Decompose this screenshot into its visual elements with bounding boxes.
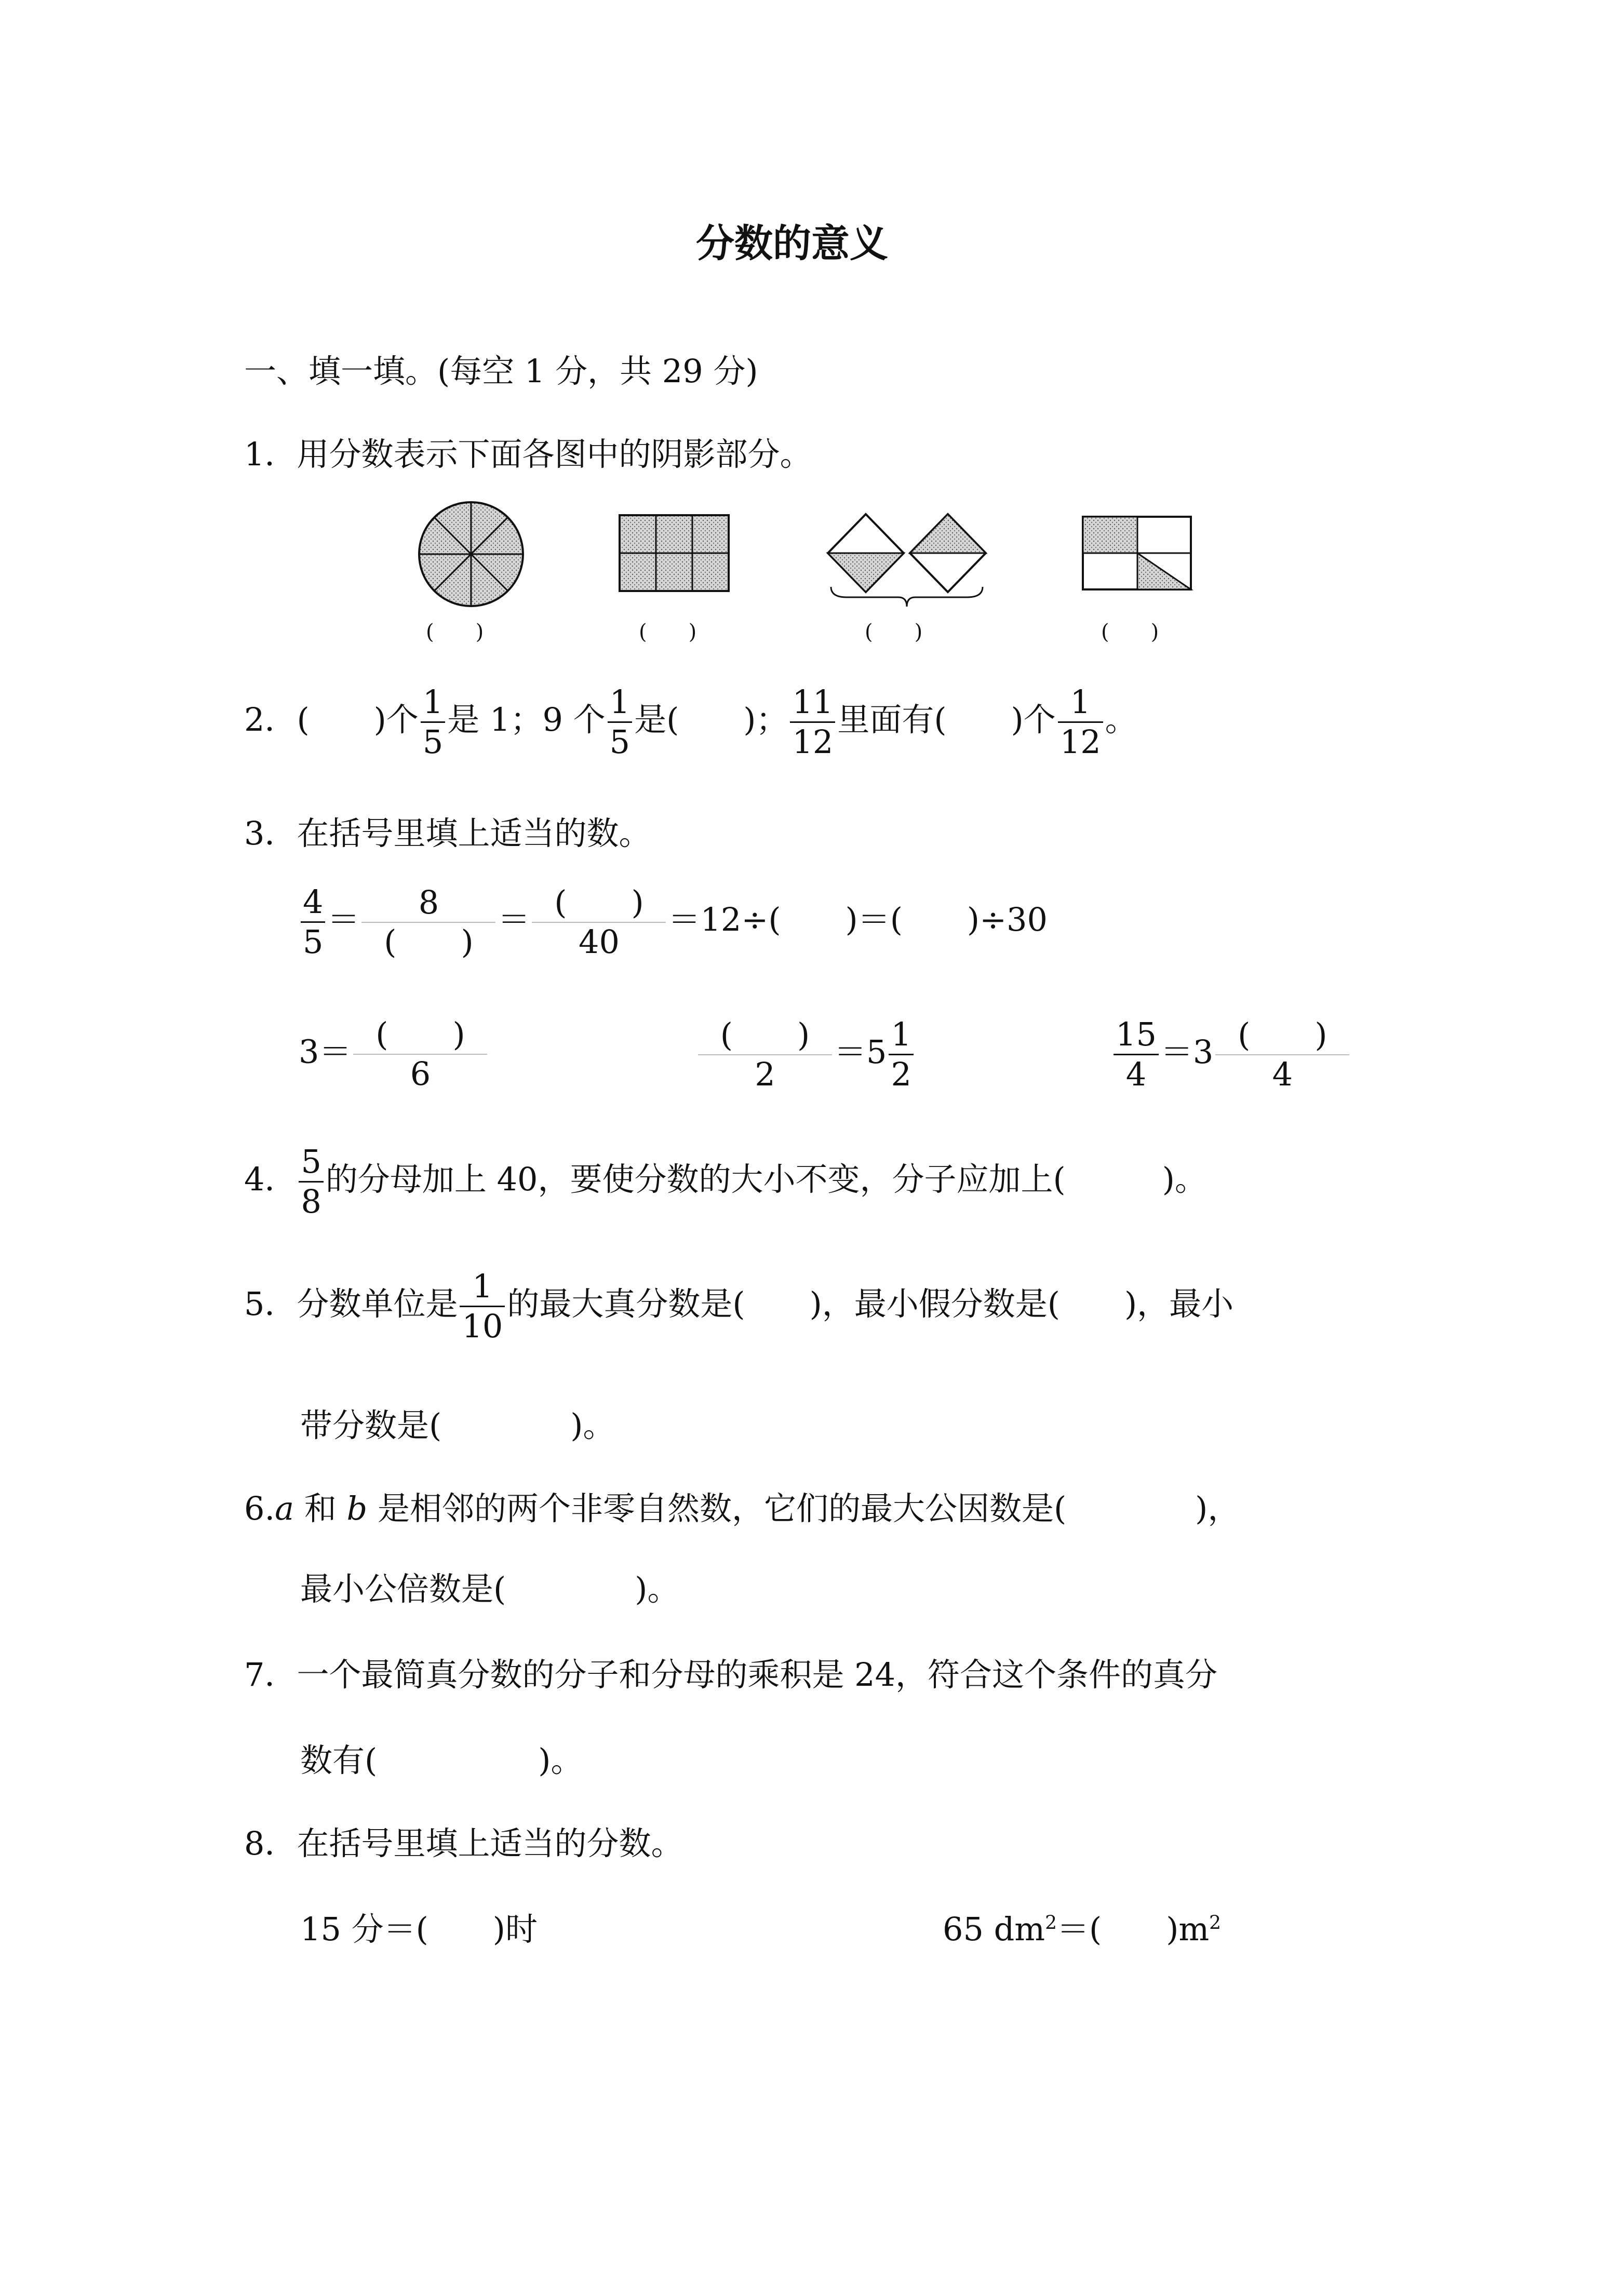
answer-blank[interactable]: ( )个 — [297, 701, 419, 739]
q8-right-expression[interactable] — [943, 1903, 1221, 1950]
question-5-line-2: 带分数是( )。 — [300, 1406, 615, 1444]
q8-left-expression[interactable]: 15 分＝( )时 — [300, 1910, 538, 1948]
q3-line-2b — [696, 1015, 916, 1094]
figure-1-answer-blank[interactable]: ( ) — [426, 620, 484, 644]
fraction: $\frac{15}{4}$ — [1114, 1015, 1159, 1094]
question-text: 和 — [294, 1489, 347, 1527]
question-2 — [244, 683, 1137, 762]
equals-sign: ＝ — [327, 901, 360, 939]
answer-blank[interactable]: 是( )； — [634, 701, 788, 739]
question-number: 8． — [244, 1824, 297, 1862]
question-6 — [244, 1483, 1240, 1529]
question-text: 是相邻的两个非零自然数，它们的最大公因数是( )， — [367, 1489, 1240, 1527]
question-4 — [244, 1143, 1207, 1221]
fraction: $\frac{1}{2}$ — [889, 1015, 913, 1094]
section-heading: 一、填一填。(每空 1 分，共 29 分) — [244, 352, 758, 390]
diamonds-figure — [828, 514, 986, 607]
expression-text: 3＝ — [299, 1032, 352, 1071]
fraction: $\frac{1}{12}$ — [1058, 683, 1103, 762]
fraction-blank[interactable]: $\frac{( )}{4}$ — [1215, 1016, 1349, 1094]
equals-sign: ＝ — [498, 901, 530, 939]
question-7-line-2: 数有( )。 — [300, 1741, 583, 1779]
rectangle-grid-figure — [620, 515, 729, 591]
circle-figure — [419, 502, 523, 606]
superscript: 2 — [1045, 1912, 1057, 1934]
question-text: 在括号里填上适当的分数。 — [297, 1824, 683, 1862]
question-text: 一个最简真分数的分子和分母的乘积是 24，符合这个条件的真分 — [297, 1656, 1218, 1694]
question-8 — [244, 1818, 683, 1864]
figure-4-answer-blank[interactable]: ( ) — [1101, 620, 1159, 644]
fraction-blank[interactable]: $\frac{( )}{2}$ — [698, 1016, 832, 1094]
question-text: 是 1；9 个 — [447, 701, 606, 739]
question-text: 用分数表示下面各图中的阴影部分。 — [297, 435, 812, 473]
fraction: $\frac{1}{5}$ — [421, 683, 445, 762]
question-number: 4． — [244, 1160, 297, 1199]
q3-line-2c — [1111, 1015, 1351, 1094]
question-number: 5． — [244, 1285, 297, 1323]
figure-3-answer-blank[interactable]: ( ) — [865, 620, 923, 644]
punctuation: 。 — [1105, 701, 1137, 739]
rectangle-triangle-figure — [1083, 517, 1191, 589]
question-number: 7． — [244, 1656, 297, 1694]
answer-blank[interactable]: ＝( )m — [1057, 1910, 1210, 1948]
expression-text: ＝3 — [1160, 1033, 1214, 1071]
question-text: 的分母加上 40，要使分数的大小不变，分子应加上( )。 — [325, 1160, 1207, 1199]
question-text: 分数单位是 — [297, 1285, 458, 1323]
question-3 — [244, 808, 651, 854]
question-7 — [244, 1649, 1217, 1695]
question-text: 的最大真分数是( )，最小假分数是( )，最小 — [507, 1285, 1234, 1323]
q3-line-2a — [299, 1015, 489, 1094]
fraction: $\frac{1}{10}$ — [460, 1267, 505, 1346]
expression-text: 65 dm — [943, 1910, 1045, 1948]
question-number: 6. — [244, 1489, 275, 1527]
answer-blank[interactable]: 里面有( )个 — [837, 701, 1056, 739]
fraction-blank[interactable]: $\frac{( )}{6}$ — [353, 1015, 487, 1094]
variable-b: b — [346, 1489, 368, 1527]
superscript: 2 — [1209, 1912, 1222, 1934]
answer-blank[interactable]: ＝12÷( )＝( )÷30 — [668, 901, 1048, 939]
variable-a: a — [275, 1489, 294, 1527]
fraction: $\frac{4}{5}$ — [301, 883, 325, 962]
question-number: 3． — [244, 814, 297, 852]
fraction: $\frac{11}{12}$ — [790, 683, 835, 762]
question-5 — [244, 1267, 1233, 1346]
fraction: $\frac{1}{5}$ — [608, 683, 632, 762]
expression-text: ＝5 — [834, 1033, 887, 1071]
page-title: 分数的意义 — [696, 221, 888, 266]
figures-row — [0, 499, 1623, 706]
q3-line-1 — [299, 883, 1048, 962]
fraction-blank[interactable]: $\frac{( )}{40}$ — [532, 883, 666, 962]
fraction-blank[interactable]: $\frac{8}{( )}$ — [361, 883, 495, 962]
question-6-line-2: 最小公倍数是( )。 — [300, 1570, 680, 1608]
question-number: 2． — [244, 701, 297, 739]
question-number: 1． — [244, 435, 297, 473]
figure-2-answer-blank[interactable]: ( ) — [639, 620, 697, 644]
fraction: $\frac{5}{8}$ — [299, 1143, 323, 1221]
question-text: 在括号里填上适当的数。 — [297, 814, 651, 852]
question-1 — [244, 428, 812, 475]
